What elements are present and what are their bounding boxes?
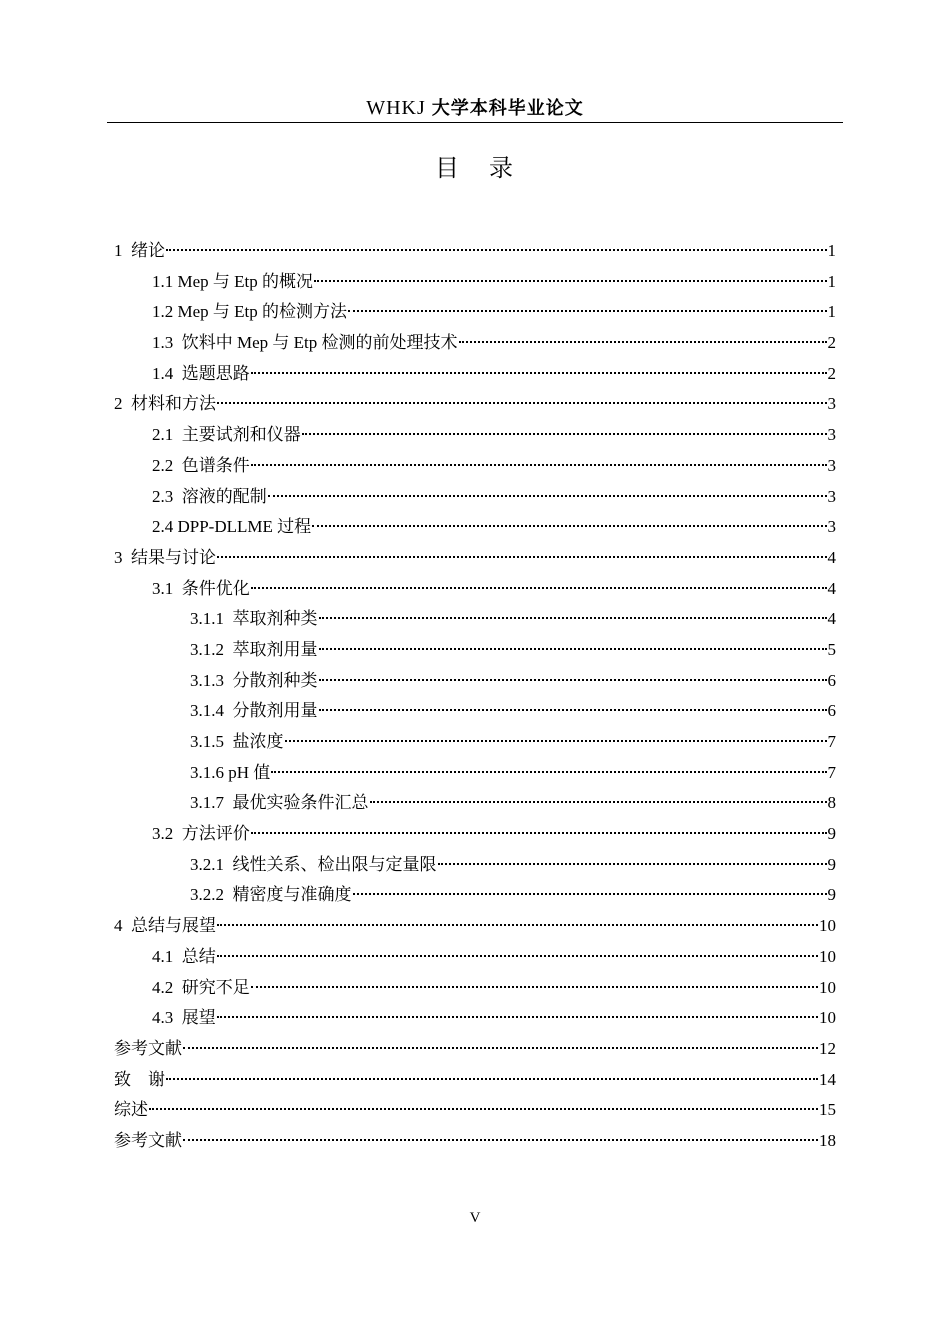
toc-entry[interactable] (114, 604, 836, 635)
toc-leader-dots (348, 309, 826, 312)
toc-entry-label: 1.1 Mep 与 Etp 的概况 (152, 271, 314, 291)
toc-entry[interactable] (114, 973, 836, 1004)
toc-entry-page: 15 (819, 1100, 836, 1120)
toc-entry-page: 4 (827, 609, 836, 629)
toc-entry-label: 4 总结与展望 (114, 916, 216, 936)
toc-entry-page: 6 (827, 701, 836, 721)
toc-entry-page: 3 (827, 517, 836, 537)
toc-entry-label: 综述 (114, 1100, 148, 1120)
toc-entry[interactable] (114, 1003, 836, 1034)
toc-entry-page: 3 (827, 425, 836, 445)
toc-leader-dots (459, 340, 827, 343)
toc-entry-label: 1.3 饮料中 Mep 与 Etp 检测的前处理技术 (152, 333, 458, 353)
toc-entry[interactable] (114, 942, 836, 973)
toc-entry-label: 3.2.1 线性关系、检出限与定量限 (190, 854, 437, 874)
toc-entry[interactable] (114, 1065, 836, 1096)
toc-leader-dots (271, 770, 826, 773)
toc-entry-page: 14 (819, 1069, 836, 1089)
toc-entry-label: 4.2 研究不足 (152, 977, 250, 997)
toc-entry[interactable] (114, 635, 836, 666)
toc-entry[interactable] (114, 359, 836, 390)
toc-entry-label: 3.2.2 精密度与准确度 (190, 885, 352, 905)
toc-entry-page: 3 (827, 486, 836, 506)
toc-entry-page: 6 (827, 670, 836, 690)
toc-leader-dots (217, 401, 827, 404)
toc-entry-page: 12 (819, 1038, 836, 1058)
toc-entry-page: 3 (827, 455, 836, 475)
toc-entry-label: 2.1 主要试剂和仪器 (152, 425, 301, 445)
toc-leader-dots (251, 586, 827, 589)
toc-entry[interactable] (114, 758, 836, 789)
toc-heading (0, 148, 950, 183)
toc-leader-dots (251, 463, 827, 466)
toc-entry-label: 3.1.2 萃取剂用量 (190, 639, 318, 659)
toc-entry-label: 4.1 总结 (152, 946, 216, 966)
toc-entry[interactable] (114, 911, 836, 942)
toc-leader-dots (438, 862, 827, 865)
toc-entry-label: 2.4 DPP-DLLME 过程 (152, 517, 312, 537)
toc-entry[interactable] (114, 788, 836, 819)
toc-entry-page: 10 (819, 946, 836, 966)
toc-entry-page: 9 (827, 854, 836, 874)
toc-entry-page: 7 (827, 762, 836, 782)
toc-leader-dots (285, 739, 827, 742)
toc-leader-dots (251, 371, 827, 374)
toc-leader-dots (217, 954, 818, 957)
toc-entry-label: 3.1 条件优化 (152, 578, 250, 598)
toc-entry-page: 5 (827, 639, 836, 659)
toc-leader-dots (149, 1107, 818, 1110)
toc-entry-label: 3.1.6 pH 值 (190, 762, 271, 782)
header-title: 大学本科毕业论文 (431, 98, 584, 119)
toc-entry[interactable] (114, 696, 836, 727)
toc-entry-label: 3.2 方法评价 (152, 824, 250, 844)
toc-entry-page: 10 (819, 1008, 836, 1028)
toc-entry-label: 参考文献 (114, 1130, 182, 1150)
toc-leader-dots (217, 1015, 818, 1018)
toc-entry[interactable] (114, 1034, 836, 1065)
toc-entry-page: 2 (827, 333, 836, 353)
toc-entry[interactable] (114, 267, 836, 298)
toc-leader-dots (312, 524, 826, 527)
toc-leader-dots (166, 1077, 818, 1080)
toc-heading-char-1: 目 (435, 154, 461, 182)
toc-entry-page: 10 (819, 977, 836, 997)
page-header (107, 94, 843, 123)
toc-entry[interactable] (114, 727, 836, 758)
toc-entry-label: 3.1.4 分散剂用量 (190, 701, 318, 721)
toc-leader-dots (302, 432, 827, 435)
toc-entry[interactable] (114, 1095, 836, 1126)
toc-entry[interactable] (114, 1126, 836, 1157)
toc-leader-dots (183, 1138, 818, 1141)
toc-entry[interactable] (114, 880, 836, 911)
toc-entry[interactable] (114, 389, 836, 420)
toc-leader-dots (353, 892, 827, 895)
toc-entry[interactable] (114, 420, 836, 451)
toc-entry-label: 3.1.3 分散剂种类 (190, 670, 318, 690)
toc-entry-page: 7 (827, 732, 836, 751)
toc-entry[interactable] (114, 543, 836, 574)
toc-entry[interactable] (114, 328, 836, 359)
toc-entry-page: 10 (819, 916, 836, 936)
toc-entry-page: 9 (827, 885, 836, 905)
toc-entry-label: 4.3 展望 (152, 1008, 216, 1028)
toc-entry-label: 3.1.7 最优实验条件汇总 (190, 793, 369, 813)
toc-entry-page: 4 (827, 578, 836, 598)
toc-entry[interactable] (114, 451, 836, 482)
toc-entry[interactable] (114, 666, 836, 697)
toc-entry-label: 致 谢 (114, 1069, 165, 1089)
toc-entry-page: 1 (827, 271, 836, 291)
toc-entry-label: 3.1.1 萃取剂种类 (190, 609, 318, 629)
toc-entry-label: 1 绪论 (114, 241, 165, 260)
toc-leader-dots (319, 616, 827, 619)
toc-entry-page: 18 (819, 1130, 836, 1150)
toc-leader-dots (217, 923, 818, 926)
toc-entry[interactable] (114, 512, 836, 543)
toc-entry-page: 8 (827, 793, 836, 813)
toc-leader-dots (251, 831, 827, 834)
toc-entry[interactable] (114, 297, 836, 328)
toc-entry-page: 9 (827, 824, 836, 844)
toc-entry-label: 参考文献 (114, 1038, 182, 1058)
toc-leader-dots (319, 678, 827, 681)
toc-entry-page: 3 (827, 394, 836, 414)
toc-entry-label: 2 材料和方法 (114, 394, 216, 414)
toc-entry-label: 1.2 Mep 与 Etp 的检测方法 (152, 302, 348, 322)
toc-entry-label: 3 结果与讨论 (114, 547, 216, 567)
toc-leader-dots (370, 800, 827, 803)
toc-entry-label: 1.4 选题思路 (152, 363, 250, 383)
table-of-contents (114, 236, 836, 1157)
toc-leader-dots (319, 708, 827, 711)
toc-entry-page: 2 (827, 363, 836, 383)
toc-leader-dots (268, 494, 827, 497)
toc-entry[interactable] (114, 236, 836, 267)
toc-leader-dots (319, 647, 827, 650)
toc-entry[interactable] (114, 482, 836, 513)
toc-entry-label: 3.1.5 盐浓度 (190, 732, 284, 751)
toc-heading-char-2: 录 (489, 154, 515, 182)
toc-entry[interactable] (114, 850, 836, 881)
toc-entry-page: 1 (827, 302, 836, 322)
toc-leader-dots (183, 1046, 818, 1049)
toc-entry[interactable] (114, 819, 836, 850)
header-brand: WHKJ (366, 97, 426, 119)
toc-entry-label: 2.2 色谱条件 (152, 455, 250, 475)
toc-entry-page: 4 (827, 547, 836, 567)
toc-entry-page: 1 (827, 241, 836, 260)
toc-entry-label: 2.3 溶液的配制 (152, 486, 267, 506)
toc-leader-dots (217, 555, 827, 558)
toc-leader-dots (166, 248, 827, 251)
page-number: V (469, 1210, 481, 1226)
toc-entry[interactable] (114, 574, 836, 605)
toc-leader-dots (314, 279, 826, 282)
toc-leader-dots (251, 985, 818, 988)
